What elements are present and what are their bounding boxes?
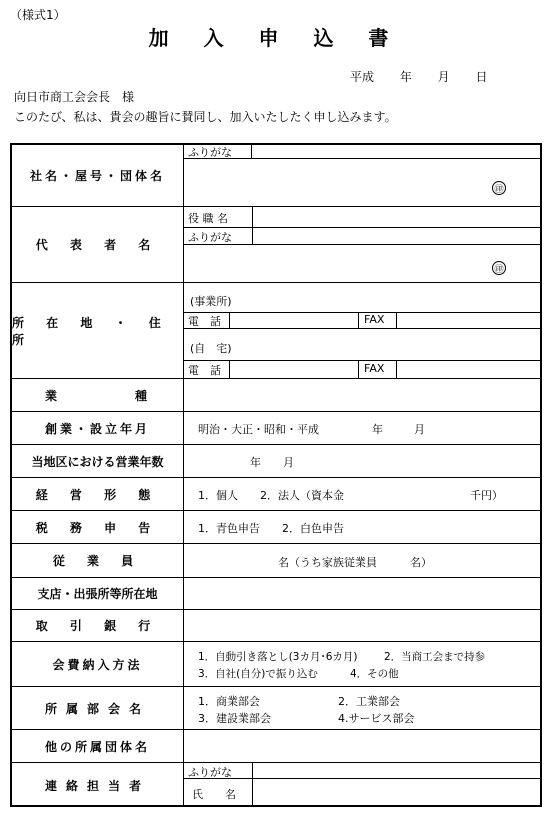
label-founding-date: 創業・設立年月 — [44, 421, 150, 436]
office-fax-input[interactable] — [397, 313, 541, 328]
company-furigana-input[interactable] — [252, 143, 542, 159]
name-label: 氏 名 — [192, 788, 236, 801]
label-section: 所属部会名 — [44, 701, 150, 716]
phone-label: 電 話 — [188, 315, 221, 328]
label-business-type: 業 種 — [44, 388, 150, 403]
office-address-input[interactable] — [300, 284, 540, 312]
fax-label: FAX — [364, 313, 385, 326]
representative-name-input[interactable] — [184, 245, 541, 282]
fee-option-3[interactable]: 3．自社(自分)で振り込む — [198, 668, 318, 680]
year-label: 年 — [372, 423, 383, 436]
office-phone-input[interactable] — [230, 313, 357, 328]
label-other-groups: 他の所属団体名 — [44, 739, 150, 754]
date-line: 平成 年 月 日 — [350, 70, 488, 84]
home-phone-input[interactable] — [230, 361, 357, 377]
seal-mark: ㊞ — [492, 261, 506, 275]
home-fax-input[interactable] — [397, 361, 541, 377]
label-management-form: 経 営 形 態 — [35, 487, 160, 502]
sub-divider — [358, 312, 359, 329]
bank-input[interactable] — [184, 611, 541, 640]
home-label: (自 宅) — [190, 342, 232, 355]
label-fee-payment: 会費納入方法 — [52, 657, 143, 672]
employees-text: 名（うち家族従業員 名） — [278, 556, 432, 569]
office-label: (事業所) — [190, 295, 232, 308]
years-months-label: 年 月 — [250, 456, 294, 469]
label-tax-filing: 税 務 申 告 — [35, 520, 160, 535]
furigana-label: ふりがな — [188, 146, 232, 159]
label-years-operating: 当地区における営業年数 — [31, 454, 164, 469]
employees-input[interactable] — [184, 545, 274, 576]
years-operating-input[interactable] — [184, 446, 541, 476]
label-employees: 従 業 員 — [52, 554, 143, 568]
company-name-input[interactable] — [184, 160, 541, 205]
fax-label: FAX — [364, 362, 385, 375]
other-groups-input[interactable] — [184, 731, 541, 761]
form-number: （様式1） — [10, 8, 66, 22]
tax-options[interactable]: 1．青色申告 2．白色申告 — [198, 522, 344, 535]
form-title: 加 入 申 込 書 — [148, 26, 403, 50]
contact-furigana-input[interactable] — [253, 763, 541, 778]
label-company-name: 社名・屋号・団体名 — [29, 168, 165, 183]
position-title-input[interactable] — [253, 208, 541, 227]
month-label: 月 — [414, 423, 425, 436]
era-options[interactable]: 明治・大正・昭和・平成 — [198, 423, 319, 436]
addressee: 向日市商工会会長 様 — [14, 90, 135, 104]
label-address: 所 在 地 ・ 住 所 — [12, 315, 170, 347]
home-address-input[interactable] — [300, 330, 540, 360]
contact-name-input[interactable] — [253, 779, 541, 806]
furigana-label: ふりがな — [188, 766, 232, 779]
section-option-2[interactable]: 2．工業部会 — [338, 695, 400, 708]
label-branch-locations: 支店・出張所等所在地 — [37, 587, 158, 601]
label-contact-person: 連絡担当者 — [44, 778, 150, 793]
position-title-label: 役 職 名 — [188, 212, 228, 225]
business-type-input[interactable] — [184, 380, 541, 410]
fee-option-2[interactable]: 2．当商工会まで持参 — [384, 651, 486, 663]
section-option-3[interactable]: 3．建設業部会 — [198, 712, 271, 725]
seal-mark: ㊞ — [492, 181, 506, 195]
furigana-label: ふりがな — [188, 231, 232, 244]
sub-divider — [358, 360, 359, 378]
management-options[interactable]: 1．個人 2．法人（資本金 — [198, 489, 344, 502]
branch-locations-input[interactable] — [184, 579, 541, 608]
fee-option-4[interactable]: 4．その他 — [350, 668, 399, 680]
phone-label: 電 話 — [188, 364, 221, 377]
representative-furigana-input[interactable] — [253, 228, 541, 244]
section-option-4[interactable]: 4.サービス部会 — [338, 712, 415, 725]
capital-unit: 千円） — [470, 489, 503, 502]
application-statement: このたび、私は、貴会の趣旨に賛同し、加入いたしたく申し込みます。 — [14, 110, 397, 124]
section-option-1[interactable]: 1．商業部会 — [198, 695, 260, 708]
label-representative: 代 表 者 名 — [35, 238, 160, 252]
fee-option-1[interactable]: 1．自動引き落とし(3カ月･6カ月) — [198, 651, 358, 663]
label-bank: 取 引 銀 行 — [35, 619, 160, 633]
